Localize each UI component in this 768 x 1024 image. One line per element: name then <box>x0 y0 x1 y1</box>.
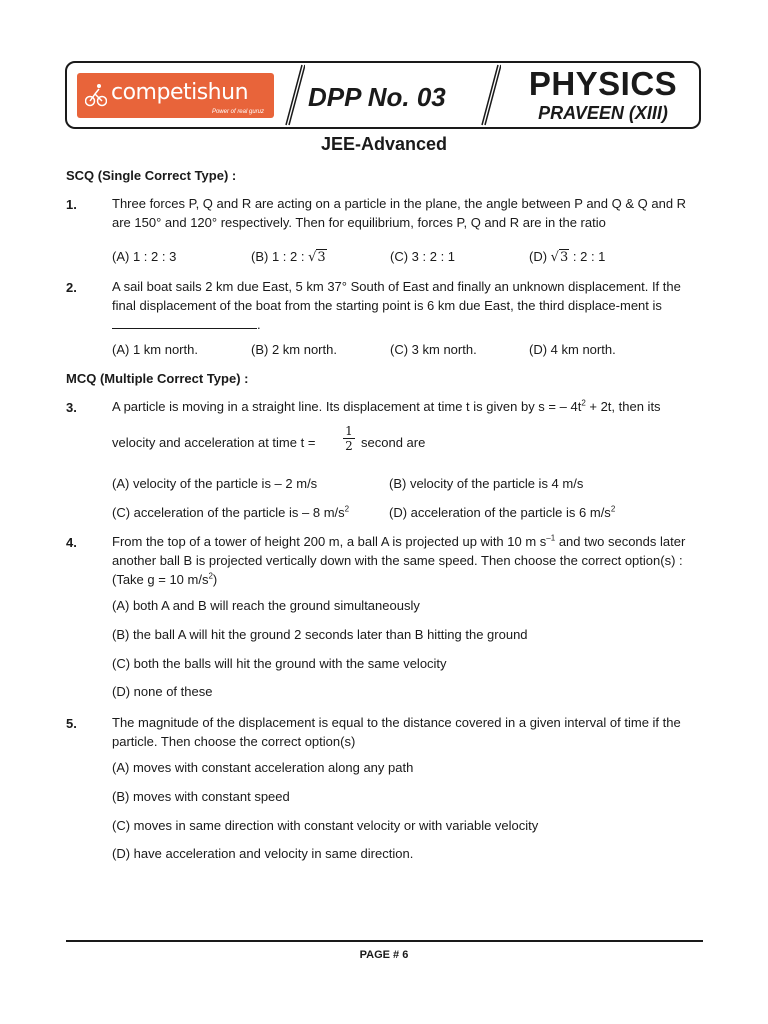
option-c: (C) both the balls will hit the ground with the same velocity <box>112 656 447 671</box>
question-body-mid: and two seconds later another ball B is projected vertically down with the same speed. Then choose the correct option(s) : (Take g = 10 m/s <box>112 534 686 587</box>
divider-slash <box>479 63 501 127</box>
logo-text: competishun <box>111 80 249 105</box>
logo-tagline: Power of real guruz <box>211 109 264 115</box>
exam-title: JEE-Advanced <box>320 134 448 154</box>
divider-slash <box>283 63 305 127</box>
footer-divider <box>66 940 703 942</box>
question-body: A sail boat sails 2 km due East, 5 km 37° South of East and finally an unknown displacement. If the final displacement of the boat from the starting point is 6 km due East, the third displace-ment is <box>112 279 681 313</box>
question-body: A particle is moving in a straight line. Its displacement at time t is given by s = – 4t <box>112 399 582 414</box>
option-d-text: (D) acceleration of the particle is 6 m/s <box>389 505 611 520</box>
option-d <box>389 505 615 520</box>
question-text: A sail boat sails 2 km due East, 5 km 37° South of East and finally an unknown displacement. If the final displacement of the boat from the starting point is 6 km due East, the third displace-ment is . <box>112 279 681 332</box>
option-b: (B) the ball A will hit the ground 2 seconds later than B hitting the ground <box>112 627 528 642</box>
page-number: PAGE # 6 <box>359 949 409 961</box>
section-heading-scq: SCQ (Single Correct Type) : <box>66 168 237 183</box>
sqrt-value: 3 <box>317 250 326 265</box>
option-a: (A) moves with constant acceleration along any path <box>112 760 414 775</box>
answer-blank <box>112 316 257 329</box>
question-text-line: second are <box>361 435 426 450</box>
option-d: (D) 4 km north. <box>529 342 616 357</box>
sqrt-value: 3 <box>559 250 569 265</box>
question-text-line: velocity and acceleration at time t = <box>112 435 316 450</box>
question-number: 5. <box>66 716 77 731</box>
subject-title: PHYSICS <box>528 65 678 102</box>
superscript: 2 <box>344 504 350 514</box>
question-body: From the top of a tower of height 200 m, a ball A is projected up with 10 m s <box>112 534 547 549</box>
option-b: (B) 2 km north. <box>251 342 337 357</box>
option-a: (A) 1 : 2 : 3 <box>112 249 177 264</box>
question-text <box>112 397 704 416</box>
option-d: (D) none of these <box>112 684 213 699</box>
option-b-label: (B) 1 : 2 : <box>251 249 305 264</box>
option-a: (A) both A and B will reach the ground simultaneously <box>112 598 420 613</box>
option-d-ratio: : 2 : 1 <box>572 249 606 264</box>
competishun-logo <box>77 73 274 118</box>
option-a: (A) velocity of the particle is – 2 m/s <box>112 476 318 491</box>
fraction <box>343 424 355 453</box>
question-text <box>112 532 704 589</box>
sqrt-expression: √3 <box>550 250 569 265</box>
fraction-numerator: 1 <box>343 424 355 439</box>
cyclist-icon <box>85 82 107 108</box>
option-c: (C) 3 km north. <box>390 342 477 357</box>
sqrt-expression: √3 <box>308 250 326 265</box>
batch-name: PRAVEEN (XIII) <box>538 103 668 123</box>
question-text: Three forces P, Q and R are acting on a particle in the plane, the angle between P and Q & Q and R are 150° and 120° respectively. Then for equilibrium, forces P, Q and R are in the ratio <box>112 196 687 230</box>
question-body-end: ) <box>212 572 218 587</box>
question-body-end: + 2t, then its <box>585 399 661 414</box>
question-number: 2. <box>66 280 77 295</box>
superscript: –1 <box>546 533 556 543</box>
option-a: (A) 1 km north. <box>112 342 198 357</box>
section-heading-mcq: MCQ (Multiple Correct Type) : <box>66 371 249 386</box>
option-b: (B) velocity of the particle is 4 m/s <box>389 476 584 491</box>
superscript: 2 <box>208 571 213 581</box>
option-c-text: (C) acceleration of the particle is – 8 m/s <box>112 505 345 520</box>
option-b: (B) moves with constant speed <box>112 789 290 804</box>
question-number: 1. <box>66 197 77 212</box>
question-number: 4. <box>66 535 77 550</box>
dpp-number: DPP No. 03 <box>308 82 446 112</box>
question-number: 3. <box>66 400 77 415</box>
fraction-denominator: 2 <box>345 439 353 453</box>
option-d <box>529 249 605 265</box>
option-d: (D) have acceleration and velocity in same direction. <box>112 846 414 861</box>
option-d-label: (D) <box>529 249 548 264</box>
option-b <box>251 249 327 265</box>
option-c <box>112 505 349 520</box>
superscript: 2 <box>610 504 616 514</box>
page-header <box>65 61 701 129</box>
option-c: (C) moves in same direction with constant velocity or with variable velocity <box>112 818 539 833</box>
question-text: The magnitude of the displacement is equal to the distance covered in a given interval of time if the particle. Then choose the correct option(s) <box>112 715 681 749</box>
option-c: (C) 3 : 2 : 1 <box>390 249 456 264</box>
superscript: 2 <box>581 398 586 408</box>
